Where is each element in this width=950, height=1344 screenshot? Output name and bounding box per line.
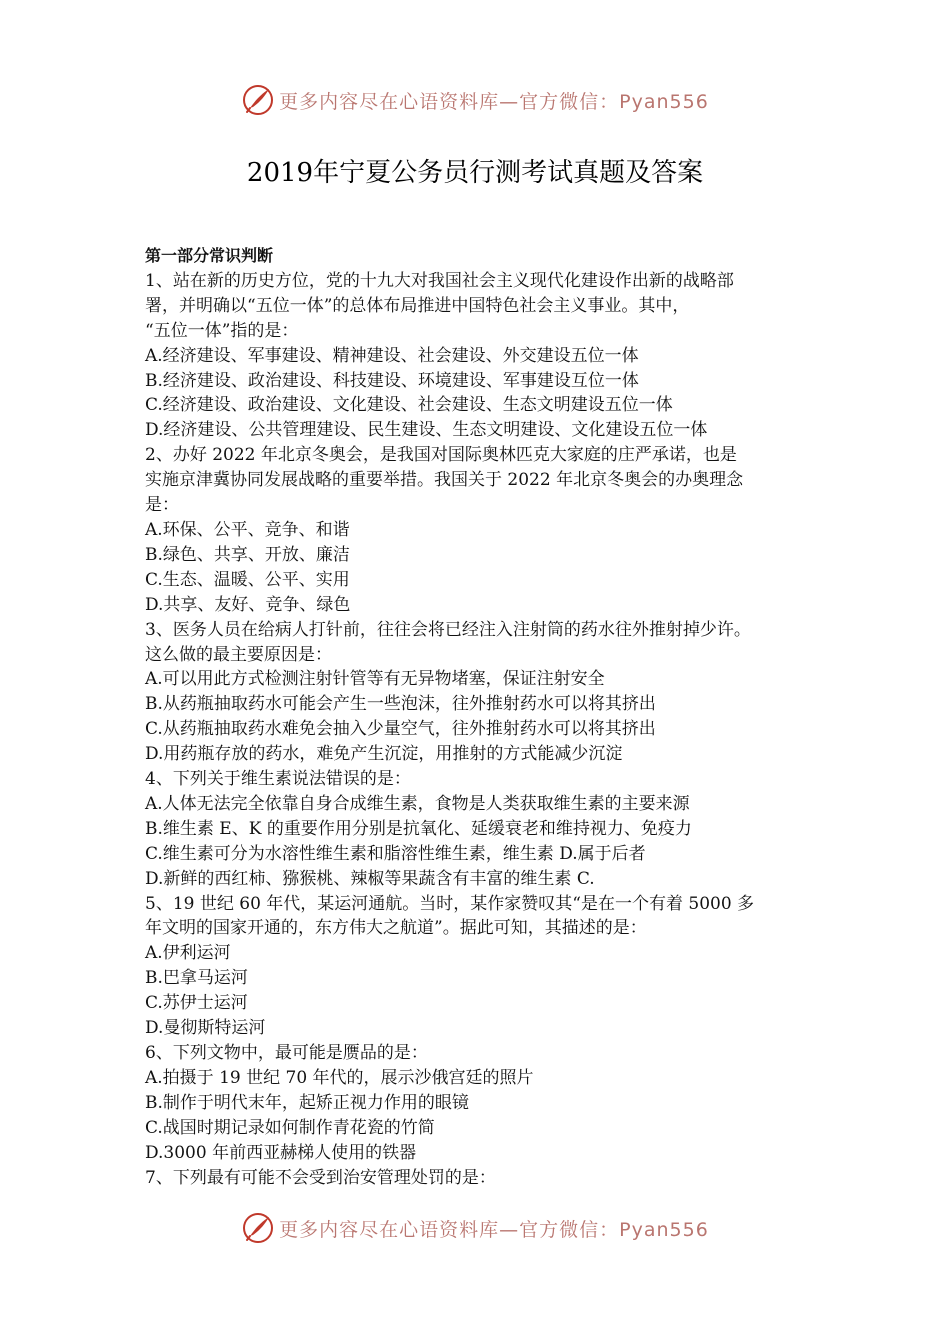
- option-line: C.维生素可分为水溶性维生素和脂溶性维生素，维生素 D.属于后者: [145, 843, 646, 864]
- option-line: A.拍摄于 19 世纪 70 年代的，展示沙俄宫廷的照片: [145, 1067, 534, 1088]
- section-title: 第一部分常识判断: [145, 246, 274, 265]
- text-line: “五位一体”指的是：: [145, 320, 299, 341]
- option-line: B.维生素 E、K 的重要作用分别是抗氧化、延缓衰老和维持视力、免疫力: [145, 818, 692, 839]
- option-line: A.经济建设、军事建设、精神建设、社会建设、外交建设五位一体: [145, 345, 639, 366]
- text-line: 5、19 世纪 60 年代，某运河通航。当时，某作家赞叹其“是在一个有着 5000 多: [145, 893, 755, 914]
- option-line: C.战国时期记录如何制作青花瓷的竹简: [145, 1117, 435, 1138]
- option-line: D.新鲜的西红柿、猕猴桃、辣椒等果蔬含有丰富的维生素 C.: [145, 868, 595, 889]
- footer-banner: [0, 1206, 950, 1250]
- text-line: 这么做的最主要原因是：: [145, 644, 332, 665]
- option-line: C.经济建设、政治建设、文化建设、社会建设、生态文明建设五位一体: [145, 395, 673, 416]
- text-line: 2、办好 2022 年北京冬奥会，是我国对国际奥林匹克大家庭的庄严承诺，也是: [145, 445, 737, 466]
- option-line: B.制作于明代末年，起矫正视力作用的眼镜: [145, 1092, 469, 1113]
- option-line: D.共享、友好、竞争、绿色: [145, 594, 351, 615]
- text-line: 6、下列文物中，最可能是赝品的是：: [145, 1043, 428, 1063]
- option-line: B.经济建设、政治建设、科技建设、环境建设、军事建设互位一体: [145, 370, 639, 391]
- option-line: C.从药瓶抽取药水难免会抽入少量空气，往外推射药水可以将其挤出: [145, 719, 656, 740]
- option-line: D.用药瓶存放的药水，难免产生沉淀，用推射的方式能减少沉淀: [145, 744, 623, 765]
- text-line: 1、站在新的历史方位，党的十九大对我国社会主义现代化建设作出新的战略部: [145, 270, 734, 291]
- option-line: C.苏伊士运河: [145, 993, 248, 1014]
- option-line: B.绿色、共享、开放、廉洁: [145, 544, 350, 565]
- footer-banner-text: 更多内容尽在心语资料库—官方微信：Pyan556: [279, 1218, 709, 1241]
- option-line: D.经济建设、公共管理建设、民生建设、生态文明建设、文化建设五位一体: [145, 420, 708, 441]
- option-line: A.人体无法完全依靠自身合成维生素，食物是人类获取维生素的主要来源: [145, 793, 690, 814]
- feather-pen-logo-icon: [241, 1211, 275, 1245]
- option-line: B.从药瓶抽取药水可能会产生一些泡沫，往外推射药水可以将其挤出: [145, 694, 656, 715]
- text-line: 年文明的国家开通的，东方伟大之航道”。据此可知，其描述的是：: [145, 918, 647, 939]
- option-line: A.环保、公平、竞争、和谐: [145, 519, 350, 540]
- option-line: A.伊利运河: [145, 943, 231, 964]
- text-line: 4、下列关于维生素说法错误的是：: [145, 769, 411, 790]
- header-banner: [0, 78, 950, 122]
- document-title: 2019年宁夏公务员行测考试真题及答案: [246, 158, 704, 188]
- text-line: 7、下列最有可能不会受到治安管理处罚的是：: [145, 1167, 496, 1188]
- feather-pen-logo-icon: [241, 83, 275, 117]
- text-line: 实施京津冀协同发展战略的重要举措。我国关于 2022 年北京冬奥会的办奥理念: [145, 470, 744, 491]
- option-line: B.巴拿马运河: [145, 968, 248, 989]
- option-line: D.3000 年前西亚赫梯人使用的铁器: [145, 1142, 417, 1163]
- option-line: C.生态、温暖、公平、实用: [145, 569, 350, 590]
- document-body: [145, 244, 825, 1190]
- text-line: 是：: [145, 495, 179, 516]
- text-line: 3、医务人员在给病人打针前，往往会将已经注入注射筒的药水往外推射掉少许。: [145, 619, 751, 640]
- option-line: D.曼彻斯特运河: [145, 1018, 266, 1039]
- header-banner-text: 更多内容尽在心语资料库—官方微信：Pyan556: [279, 90, 709, 113]
- text-line: 署，并明确以“五位一体”的总体布局推进中国特色社会主义事业。其中，: [145, 295, 690, 316]
- option-line: A.可以用此方式检测注射针管等有无异物堵塞，保证注射安全: [145, 669, 605, 690]
